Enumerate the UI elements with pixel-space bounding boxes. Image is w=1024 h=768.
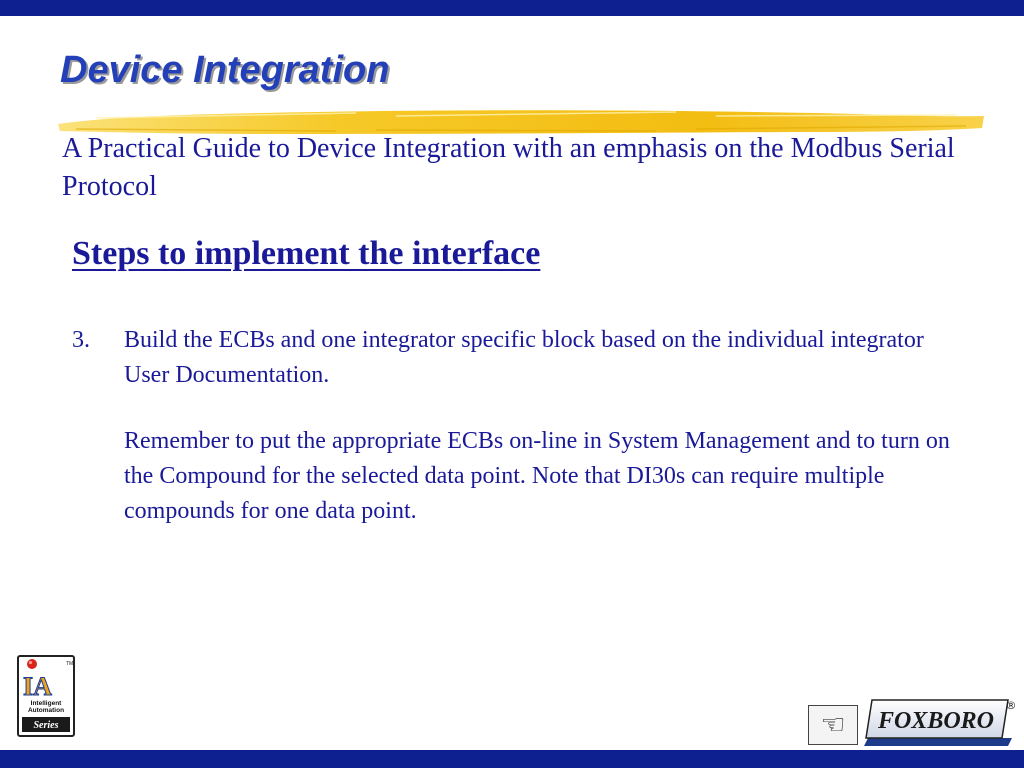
- ia-logo-graphic: [19, 657, 73, 735]
- step-paragraph: Remember to put the appropriate ECBs on-line in System Management and to turn on the Compound for the selected data point. Note that DI30s can require multiple compounds for one data point.: [124, 428, 950, 524]
- slide-subtitle: A Practical Guide to Device Integration with an emphasis on the Modbus Serial Protocol: [62, 133, 955, 202]
- svg-text:Automation: Automation: [27, 707, 65, 714]
- step-paragraph: Build the ECBs and one integrator specific block based on the individual integrator User Documentation.: [124, 327, 924, 388]
- foxboro-logo: [862, 696, 1018, 748]
- slide-title: Device Integration: [60, 49, 390, 91]
- pointing-hand-icon[interactable]: ☜: [808, 705, 858, 745]
- svg-text:Series: Series: [33, 720, 59, 731]
- section-heading: Steps to implement the interface: [72, 235, 541, 272]
- svg-text:IA: IA: [23, 672, 52, 701]
- step-number: 3.: [72, 327, 90, 353]
- top-bar: [0, 0, 1024, 16]
- svg-text:®: ®: [1005, 699, 1017, 712]
- ia-series-logo: [17, 655, 75, 737]
- svg-text:Intelligent: Intelligent: [30, 700, 62, 707]
- bottom-bar: [0, 750, 1024, 768]
- svg-text:FOXBORO: FOXBORO: [877, 708, 995, 734]
- svg-text:TM: TM: [66, 661, 73, 667]
- foxboro-logo-graphic: [862, 696, 1018, 748]
- step-body: [124, 323, 972, 529]
